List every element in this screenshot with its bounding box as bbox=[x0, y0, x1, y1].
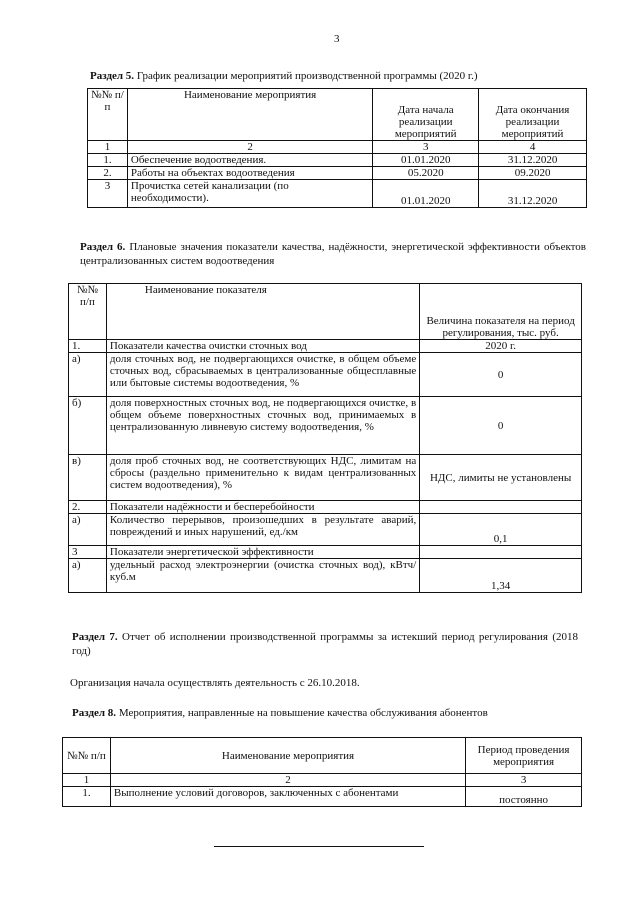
s6-group-title: Показатели энергетической эффективности bbox=[106, 546, 419, 559]
s6-group-num: 2. bbox=[69, 501, 107, 514]
s6-item-text: удельный расход электроэнергии (очистка сточных вод), кВтч/куб.м bbox=[106, 559, 419, 593]
s6-item-value: 0,1 bbox=[420, 514, 582, 546]
s5-row-num: 1. bbox=[88, 154, 128, 167]
table-row bbox=[69, 559, 582, 593]
s6-header-name: Наименование показателя bbox=[106, 284, 419, 340]
s5-row-start: 01.01.2020 bbox=[373, 180, 479, 208]
s6-item-num: а) bbox=[69, 514, 107, 546]
page-number: 3 bbox=[334, 33, 340, 45]
s5-row-name: Прочистка сетей канализации (по необходимости). bbox=[127, 180, 372, 208]
s8-row-name: Выполнение условий договоров, заключенных с абонентами bbox=[110, 787, 465, 807]
s5-header-name: Наименование мероприятия bbox=[127, 89, 372, 141]
section8-table bbox=[62, 737, 582, 807]
section5-heading bbox=[90, 69, 560, 83]
section5-table bbox=[87, 88, 587, 208]
section7-note: Организация начала осуществлять деятельность с 26.10.2018. bbox=[70, 677, 360, 689]
s6-item-text: доля сточных вод, не подвергающихся очистке, в общем объеме сточных вод, сбрасываемых в централизованные общесплавные или бытовые системы водоотведения, % bbox=[106, 353, 419, 397]
s6-item-value: 0 bbox=[420, 397, 582, 455]
s6-group-num: 3 bbox=[69, 546, 107, 559]
section8-heading bbox=[72, 706, 572, 720]
s5-row-start: 01.01.2020 bbox=[373, 154, 479, 167]
s5-row-name: Обеспечение водоотведения. bbox=[127, 154, 372, 167]
s5-row-num: 3 bbox=[88, 180, 128, 208]
s5-row-end: 31.12.2020 bbox=[479, 180, 587, 208]
table-row bbox=[88, 154, 587, 167]
s8-header-name: Наименование мероприятия bbox=[110, 738, 465, 774]
s6-header-num: №№ п/п bbox=[69, 284, 107, 340]
s6-item-num: в) bbox=[69, 455, 107, 501]
s6-item-text: доля проб сточных вод, не соответствующих НДС, лимитам на сбросы (раздельно применительно к видам централизованных систем водоотведения), % bbox=[106, 455, 419, 501]
section6-heading bbox=[80, 240, 586, 268]
s5-row-num: 2. bbox=[88, 167, 128, 180]
s8-col-number: 3 bbox=[466, 774, 582, 787]
s6-item-num: а) bbox=[69, 559, 107, 593]
s6-group-num: 1. bbox=[69, 340, 107, 353]
s5-col-number: 4 bbox=[479, 141, 587, 154]
s6-item-text: доля поверхностных сточных вод, не подвергающихся очистке, в общем объеме поверхностных сточных вод, принимаемых в централизованную ливневую систему водоотведения, % bbox=[106, 397, 419, 455]
s8-col-number: 1 bbox=[63, 774, 111, 787]
s5-row-end: 31.12.2020 bbox=[479, 154, 587, 167]
s5-header-start: Дата начала реализации мероприятий bbox=[373, 89, 479, 141]
s6-item-num: а) bbox=[69, 353, 107, 397]
section6-label: Раздел 6. bbox=[80, 241, 126, 253]
s8-header-period: Период проведения мероприятия bbox=[466, 738, 582, 774]
section7-heading bbox=[72, 630, 578, 658]
s5-col-number: 2 bbox=[127, 141, 372, 154]
s8-header-num: №№ п/п bbox=[63, 738, 111, 774]
s6-header-value: Величина показателя на период регулирования, тыс. руб. bbox=[420, 284, 582, 340]
s8-row-num: 1. bbox=[63, 787, 111, 807]
s5-col-number: 3 bbox=[373, 141, 479, 154]
s6-year: 2020 г. bbox=[420, 340, 582, 353]
table-row bbox=[88, 167, 587, 180]
footer-divider bbox=[214, 846, 424, 847]
s6-item-value: НДС, лимиты не установлены bbox=[420, 455, 582, 501]
s5-row-name: Работы на объектах водоотведения bbox=[127, 167, 372, 180]
s5-row-end: 09.2020 bbox=[479, 167, 587, 180]
s6-empty-cell bbox=[420, 501, 582, 514]
s6-item-num: б) bbox=[69, 397, 107, 455]
s6-item-text: Количество перерывов, произошедших в результате аварий, повреждений и иных нарушений, ед./км bbox=[106, 514, 419, 546]
s8-col-number: 2 bbox=[110, 774, 465, 787]
s5-row-start: 05.2020 bbox=[373, 167, 479, 180]
s5-col-number: 1 bbox=[88, 141, 128, 154]
table-row bbox=[69, 514, 582, 546]
s6-item-value: 1,34 bbox=[420, 559, 582, 593]
section6-title: Плановые значения показатели качества, надёжности, энергетической эффективности объектов централизованных систем водоотведения bbox=[80, 241, 587, 267]
s6-group-title: Показатели качества очистки сточных вод bbox=[106, 340, 419, 353]
section5-title: График реализации мероприятий производственной программы (2020 г.) bbox=[136, 70, 478, 82]
section8-label: Раздел 8. bbox=[72, 707, 117, 719]
section6-table bbox=[68, 283, 582, 593]
table-row bbox=[69, 353, 582, 397]
section8-title: Мероприятия, направленные на повышение качества обслуживания абонентов bbox=[118, 707, 488, 719]
section7-label: Раздел 7. bbox=[72, 631, 118, 643]
table-row bbox=[69, 397, 582, 455]
s6-empty-cell bbox=[420, 546, 582, 559]
section7-title: Отчет об исполнении производственной программы за истекший период регулирования (2018 год) bbox=[72, 631, 578, 657]
s6-group-title: Показатели надёжности и бесперебойности bbox=[106, 501, 419, 514]
table-row bbox=[63, 787, 582, 807]
table-row bbox=[88, 180, 587, 208]
s5-header-end: Дата окончания реализации мероприятий bbox=[479, 89, 587, 141]
s6-item-value: 0 bbox=[420, 353, 582, 397]
s8-row-period: постоянно bbox=[466, 787, 582, 807]
s5-header-num: №№ п/п bbox=[88, 89, 128, 141]
table-row bbox=[69, 455, 582, 501]
section5-label: Раздел 5. bbox=[90, 70, 135, 82]
